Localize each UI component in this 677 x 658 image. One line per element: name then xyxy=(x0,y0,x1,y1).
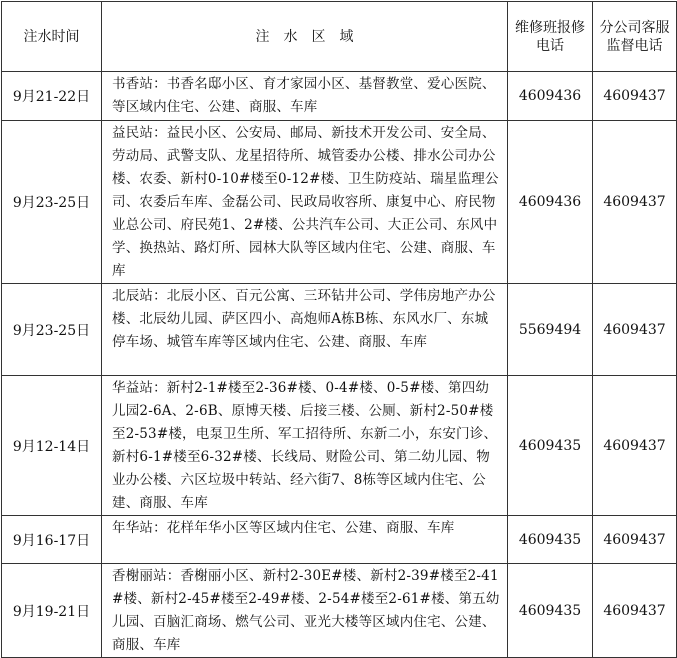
row-area: 北辰站：北辰小区、百元公寓、三环钻井公司、学伟房地产办公楼、北辰幼儿园、萨区四小、高炮师A栋B栋、东风水厂、东城停车场、城管车库等区域内住宅、公建、商服、车库 xyxy=(102,284,508,376)
row-area: 益民站：益民小区、公安局、邮局、新技术开发公司、安全局、劳动局、武警支队、龙星招待所、城管委办公楼、排水公司办公楼、农委、新村0-10#楼至0-12#楼、卫生防疫站、瑞星监理公司、农委后车库、金磊公司、民政局收容所、康复中心、府民物业总公司、府民苑1、2#楼、公共汽车公司、大正公司、东风中学、换热站、路灯所、园林大队等区域内住宅、公建、商服、车库 xyxy=(102,121,508,284)
table-header-row xyxy=(2,2,677,72)
row-area: 华益站：新村2-1#楼至2-36#楼、0-4#楼、0-5#楼、第四幼儿园2-6A、2-6B、原博天楼、后接三楼、公厕、新村2-50#楼至2-53#楼，电泵卫生所、军工招待所、东新二小，东安门诊、新村6-1#楼至6-32#楼、长线局、财险公司、第二幼儿园、物业办公楼、六区垃圾中转站、经六街7、8栋等区域内住宅、公建、商服、车库 xyxy=(102,376,508,516)
row-repair-phone: 4609435 xyxy=(508,564,593,658)
row-area: 年华站：花样年华小区等区域内住宅、公建、商服、车库 xyxy=(102,516,508,564)
row-time: 9月23-25日 xyxy=(2,121,102,284)
row-supervision-phone: 4609437 xyxy=(593,284,677,376)
row-repair-phone: 4609436 xyxy=(508,72,593,121)
row-repair-phone: 4609435 xyxy=(508,516,593,564)
row-repair-phone: 4609436 xyxy=(508,121,593,284)
row-repair-phone: 5569494 xyxy=(508,284,593,376)
header-supervision-phone: 分公司客服监督电话 xyxy=(593,2,677,72)
table-row xyxy=(2,376,677,516)
row-supervision-phone: 4609437 xyxy=(593,121,677,284)
header-area: 注 水 区 域 xyxy=(102,2,508,72)
row-supervision-phone: 4609437 xyxy=(593,376,677,516)
row-supervision-phone: 4609437 xyxy=(593,516,677,564)
water-injection-schedule-table xyxy=(1,1,677,658)
row-area: 香榭丽站：香榭丽小区、新村2-30E#楼、新村2-39#楼至2-41#楼、新村2-45#楼至2-49#楼、2-54#楼至2-61#楼、第五幼儿园、百脑汇商场、燃气公司、亚光大楼等区域内住宅、公建、商服、车库 xyxy=(102,564,508,658)
table-row xyxy=(2,121,677,284)
table-row xyxy=(2,564,677,658)
header-time: 注水时间 xyxy=(2,2,102,72)
row-time: 9月21-22日 xyxy=(2,72,102,121)
header-repair-phone: 维修班报修电话 xyxy=(508,2,593,72)
row-time: 9月12-14日 xyxy=(2,376,102,516)
table-row xyxy=(2,516,677,564)
row-time: 9月19-21日 xyxy=(2,564,102,658)
row-supervision-phone: 4609437 xyxy=(593,564,677,658)
row-repair-phone: 4609435 xyxy=(508,376,593,516)
table-row xyxy=(2,72,677,121)
row-time: 9月16-17日 xyxy=(2,516,102,564)
table-row xyxy=(2,284,677,376)
row-time: 9月23-25日 xyxy=(2,284,102,376)
row-supervision-phone: 4609437 xyxy=(593,72,677,121)
row-area: 书香站：书香名邸小区、育才家园小区、基督教堂、爱心医院、等区域内住宅、公建、商服、车库 xyxy=(102,72,508,121)
